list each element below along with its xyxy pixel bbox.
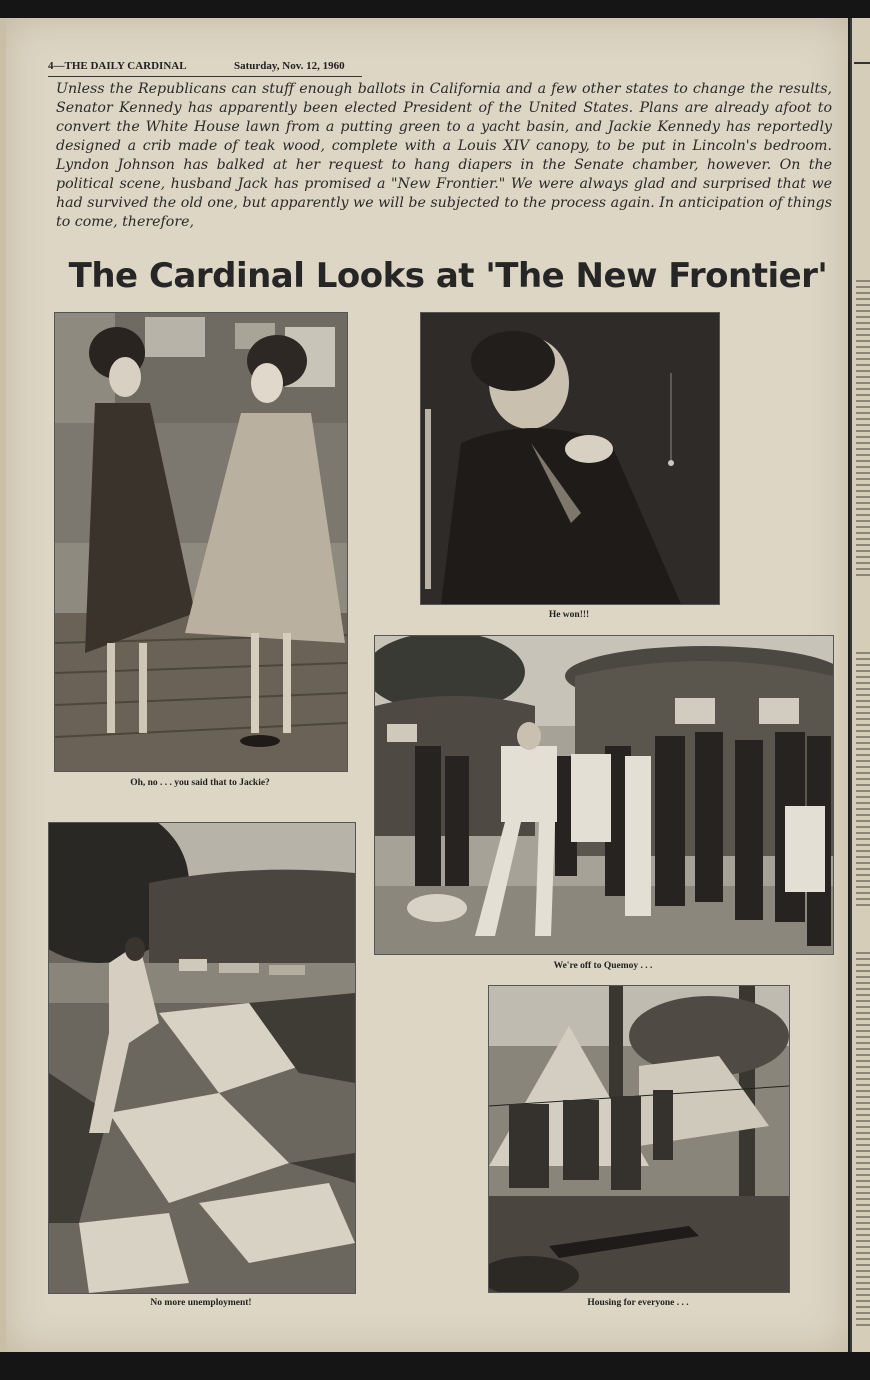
photo-two-women-dock — [54, 312, 348, 772]
scan-border-top — [0, 0, 870, 18]
caption-photo1: Oh, no . . . you said that to Jackie? — [130, 778, 270, 788]
adjacent-text-column — [856, 948, 870, 1328]
page-headline: The Cardinal Looks at 'The New Frontier' — [68, 256, 828, 296]
folio-line — [48, 60, 362, 77]
adjacent-text-column — [856, 648, 870, 908]
photo-man-on-rocks — [48, 822, 356, 1294]
caption-photo3: We're off to Quemoy . . . — [553, 961, 653, 971]
intro-paragraph: Unless the Republicans can stuff enough ballots in California and a few other states to change the results, Senator Kennedy has apparently been elected President of the United States. Plans are already afoot to convert the White House lawn from a putting green to a yacht basin, and Jackie Kennedy has reportedly designed a crib made of teak wood, complete with a Louis XIV canopy, to be put in Lincoln's bedroom. Lyndon Johnson has balked at her request to hang diapers in the Senate chamber, however. On the political scene, husband Jack has promised a "New Frontier." We were always glad and surprised that we had survived the old one, but apparently we will be subjected to the process again. In anticipation of things to come, therefore, — [56, 81, 833, 230]
photo-crowd-buses — [374, 635, 834, 955]
scan-border-bottom — [0, 1352, 870, 1380]
photo-tent-laundry — [488, 985, 790, 1293]
caption-photo5: Housing for everyone . . . — [587, 1298, 689, 1308]
adjacent-page-edge — [850, 18, 870, 1352]
adjacent-rule — [854, 62, 870, 64]
adjacent-text-column — [856, 276, 870, 576]
caption-photo2: He won!!! — [548, 610, 590, 620]
caption-photo4: No more unemployment! — [150, 1298, 252, 1308]
photo-man-laughing — [420, 312, 720, 605]
issue-date: Saturday, Nov. 12, 1960 — [234, 60, 345, 72]
paper-name: 4—THE DAILY CARDINAL — [48, 60, 187, 72]
